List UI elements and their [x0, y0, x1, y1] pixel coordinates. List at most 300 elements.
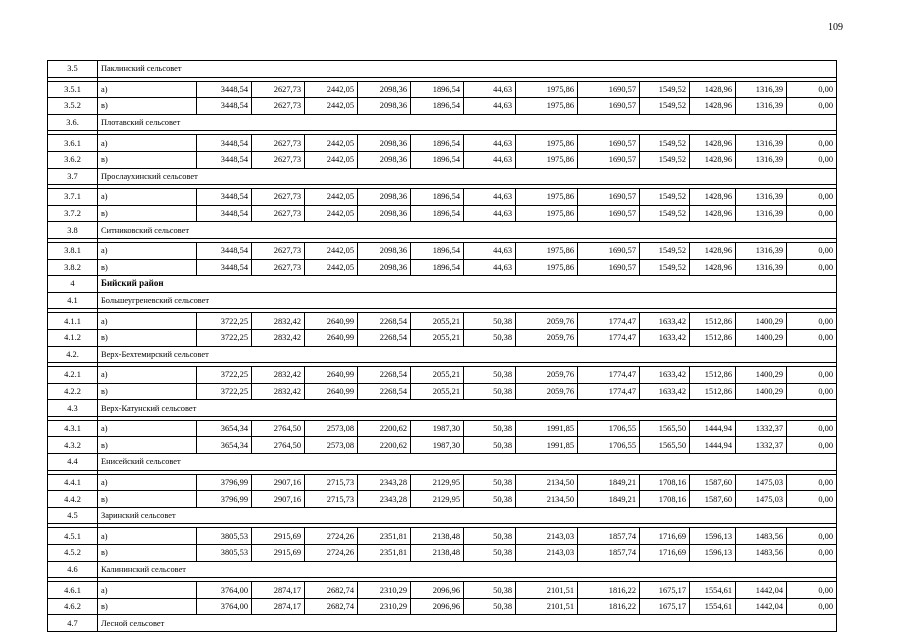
value-cell: 1483,56	[736, 545, 787, 562]
value-cell: 2573,08	[305, 420, 358, 437]
section-row	[48, 507, 837, 524]
row-code: 4.2.1	[48, 367, 98, 384]
value-cell: 0,00	[787, 189, 837, 206]
row-code: 4.4.2	[48, 491, 98, 508]
value-cell: 1849,21	[578, 491, 640, 508]
row-label: в)	[98, 437, 197, 454]
section-row	[48, 346, 837, 363]
value-cell: 2200,62	[358, 437, 411, 454]
value-cell: 1332,37	[736, 420, 787, 437]
value-cell: 1587,60	[690, 474, 736, 491]
value-cell: 44,63	[464, 189, 516, 206]
row-code: 4.3	[48, 400, 98, 417]
row-code: 3.8	[48, 222, 98, 239]
value-cell: 1316,39	[736, 135, 787, 152]
value-cell: 1549,52	[640, 205, 690, 222]
value-cell: 1316,39	[736, 81, 787, 98]
value-cell: 2640,99	[305, 383, 358, 400]
value-cell: 1975,86	[516, 81, 578, 98]
value-cell: 2724,26	[305, 528, 358, 545]
value-cell: 0,00	[787, 259, 837, 276]
row-code: 3.7.2	[48, 205, 98, 222]
value-cell: 1444,94	[690, 437, 736, 454]
value-cell: 2138,48	[411, 528, 464, 545]
value-cell: 0,00	[787, 242, 837, 259]
table-row	[48, 189, 837, 206]
value-cell: 2832,42	[252, 367, 305, 384]
value-cell: 0,00	[787, 313, 837, 330]
section-row	[48, 292, 837, 309]
value-cell: 2268,54	[358, 383, 411, 400]
value-cell: 2059,76	[516, 313, 578, 330]
value-cell: 2351,81	[358, 528, 411, 545]
value-cell: 0,00	[787, 582, 837, 599]
value-cell: 2129,95	[411, 474, 464, 491]
value-cell: 1706,55	[578, 420, 640, 437]
section-title: Большеугреневский сельсовет	[98, 292, 837, 309]
value-cell: 1690,57	[578, 242, 640, 259]
value-cell: 1428,96	[690, 151, 736, 168]
value-cell: 3448,54	[197, 98, 252, 115]
value-cell: 0,00	[787, 545, 837, 562]
value-cell: 1633,42	[640, 313, 690, 330]
section-row	[48, 61, 837, 78]
value-cell: 1975,86	[516, 98, 578, 115]
value-cell: 1708,16	[640, 491, 690, 508]
row-label: а)	[98, 528, 197, 545]
section-row	[48, 222, 837, 239]
row-code: 4.3.1	[48, 420, 98, 437]
row-label: а)	[98, 189, 197, 206]
value-cell: 3722,25	[197, 329, 252, 346]
value-cell: 1428,96	[690, 81, 736, 98]
value-cell: 2059,76	[516, 383, 578, 400]
value-cell: 1690,57	[578, 151, 640, 168]
value-cell: 2098,36	[358, 135, 411, 152]
section-title: Верх-Бехтемирский сельсовет	[98, 346, 837, 363]
value-cell: 1332,37	[736, 437, 787, 454]
value-cell: 2832,42	[252, 329, 305, 346]
value-cell: 1483,56	[736, 528, 787, 545]
value-cell: 2640,99	[305, 367, 358, 384]
row-code: 4.2.	[48, 346, 98, 363]
value-cell: 2573,08	[305, 437, 358, 454]
table-row	[48, 367, 837, 384]
row-code: 3.7	[48, 168, 98, 185]
value-cell: 0,00	[787, 367, 837, 384]
value-cell: 1316,39	[736, 151, 787, 168]
value-cell: 1716,69	[640, 545, 690, 562]
row-code: 3.5.1	[48, 81, 98, 98]
table-row	[48, 135, 837, 152]
value-cell: 1316,39	[736, 189, 787, 206]
table-row	[48, 420, 837, 437]
value-cell: 0,00	[787, 528, 837, 545]
value-cell: 1596,13	[690, 528, 736, 545]
value-cell: 2907,16	[252, 491, 305, 508]
section-row	[48, 168, 837, 185]
value-cell: 50,38	[464, 313, 516, 330]
row-code: 4.7	[48, 615, 98, 632]
value-cell: 1316,39	[736, 242, 787, 259]
value-cell: 2268,54	[358, 313, 411, 330]
value-cell: 1675,17	[640, 598, 690, 615]
value-cell: 50,38	[464, 474, 516, 491]
value-cell: 1549,52	[640, 259, 690, 276]
value-cell: 1400,29	[736, 313, 787, 330]
section-title: Енисейский сельсовет	[98, 454, 837, 471]
value-cell: 3796,99	[197, 491, 252, 508]
value-cell: 1549,52	[640, 98, 690, 115]
value-cell: 1975,86	[516, 242, 578, 259]
row-label: а)	[98, 367, 197, 384]
value-cell: 2098,36	[358, 98, 411, 115]
value-cell: 2874,17	[252, 582, 305, 599]
section-title: Паклинский сельсовет	[98, 61, 837, 78]
value-cell: 2682,74	[305, 582, 358, 599]
section-title: Ситниковский сельсовет	[98, 222, 837, 239]
row-label: в)	[98, 329, 197, 346]
table-row	[48, 437, 837, 454]
value-cell: 44,63	[464, 81, 516, 98]
value-cell: 1442,04	[736, 598, 787, 615]
row-code: 4.5.1	[48, 528, 98, 545]
value-cell: 1475,03	[736, 491, 787, 508]
value-cell: 1896,54	[411, 135, 464, 152]
value-cell: 44,63	[464, 205, 516, 222]
value-cell: 2907,16	[252, 474, 305, 491]
value-cell: 2627,73	[252, 259, 305, 276]
section-row	[48, 114, 837, 131]
table-row	[48, 598, 837, 615]
row-code: 3.5.2	[48, 98, 98, 115]
value-cell: 1987,30	[411, 437, 464, 454]
row-label: в)	[98, 545, 197, 562]
value-cell: 2055,21	[411, 313, 464, 330]
value-cell: 0,00	[787, 81, 837, 98]
row-label: а)	[98, 81, 197, 98]
value-cell: 1896,54	[411, 242, 464, 259]
table-row	[48, 528, 837, 545]
row-code: 3.8.2	[48, 259, 98, 276]
value-cell: 2627,73	[252, 98, 305, 115]
value-cell: 1975,86	[516, 205, 578, 222]
value-cell: 1991,85	[516, 420, 578, 437]
value-cell: 2442,05	[305, 81, 358, 98]
value-cell: 1549,52	[640, 189, 690, 206]
value-cell: 2442,05	[305, 189, 358, 206]
value-cell: 3805,53	[197, 528, 252, 545]
value-cell: 1400,29	[736, 383, 787, 400]
value-cell: 1316,39	[736, 259, 787, 276]
row-code: 3.6.2	[48, 151, 98, 168]
value-cell: 1512,86	[690, 383, 736, 400]
value-cell: 1444,94	[690, 420, 736, 437]
row-label: а)	[98, 242, 197, 259]
value-cell: 1633,42	[640, 367, 690, 384]
value-cell: 2627,73	[252, 81, 305, 98]
value-cell: 3764,00	[197, 598, 252, 615]
value-cell: 3448,54	[197, 151, 252, 168]
value-cell: 44,63	[464, 259, 516, 276]
table-row	[48, 329, 837, 346]
value-cell: 3722,25	[197, 367, 252, 384]
table-row	[48, 474, 837, 491]
value-cell: 1428,96	[690, 189, 736, 206]
value-cell: 1690,57	[578, 98, 640, 115]
value-cell: 2874,17	[252, 598, 305, 615]
value-cell: 3805,53	[197, 545, 252, 562]
row-label: в)	[98, 383, 197, 400]
value-cell: 2682,74	[305, 598, 358, 615]
value-cell: 1896,54	[411, 259, 464, 276]
value-cell: 2715,73	[305, 491, 358, 508]
row-label: в)	[98, 151, 197, 168]
table-row	[48, 242, 837, 259]
table-row	[48, 582, 837, 599]
value-cell: 50,38	[464, 383, 516, 400]
value-cell: 50,38	[464, 582, 516, 599]
value-cell: 3722,25	[197, 383, 252, 400]
value-cell: 2268,54	[358, 329, 411, 346]
value-cell: 1706,55	[578, 437, 640, 454]
value-cell: 1975,86	[516, 259, 578, 276]
value-cell: 1896,54	[411, 189, 464, 206]
value-cell: 1512,86	[690, 367, 736, 384]
value-cell: 44,63	[464, 135, 516, 152]
value-cell: 1896,54	[411, 151, 464, 168]
value-cell: 2442,05	[305, 259, 358, 276]
value-cell: 3448,54	[197, 189, 252, 206]
row-code: 4.1	[48, 292, 98, 309]
value-cell: 50,38	[464, 367, 516, 384]
value-cell: 1774,47	[578, 383, 640, 400]
table-row	[48, 259, 837, 276]
value-cell: 2724,26	[305, 545, 358, 562]
section-row	[48, 615, 837, 632]
value-cell: 2715,73	[305, 474, 358, 491]
value-cell: 1690,57	[578, 205, 640, 222]
row-code: 4.4.1	[48, 474, 98, 491]
table-row	[48, 545, 837, 562]
value-cell: 2055,21	[411, 329, 464, 346]
value-cell: 1549,52	[640, 242, 690, 259]
value-cell: 2442,05	[305, 98, 358, 115]
value-cell: 0,00	[787, 383, 837, 400]
row-code: 4	[48, 276, 98, 293]
page-number: 109	[828, 22, 843, 33]
value-cell: 1975,86	[516, 135, 578, 152]
value-cell: 2138,48	[411, 545, 464, 562]
value-cell: 1633,42	[640, 329, 690, 346]
value-cell: 1428,96	[690, 98, 736, 115]
value-cell: 2442,05	[305, 135, 358, 152]
value-cell: 2915,69	[252, 545, 305, 562]
value-cell: 2096,96	[411, 582, 464, 599]
value-cell: 1716,69	[640, 528, 690, 545]
value-cell: 2143,03	[516, 528, 578, 545]
section-title: Бийский район	[98, 276, 837, 293]
value-cell: 1428,96	[690, 135, 736, 152]
value-cell: 1774,47	[578, 313, 640, 330]
value-cell: 1675,17	[640, 582, 690, 599]
row-label: в)	[98, 98, 197, 115]
value-cell: 2101,51	[516, 582, 578, 599]
row-code: 4.4	[48, 454, 98, 471]
value-cell: 1428,96	[690, 242, 736, 259]
value-cell: 1633,42	[640, 383, 690, 400]
row-label: а)	[98, 135, 197, 152]
section-title: Калининский сельсовет	[98, 561, 837, 578]
row-label: а)	[98, 474, 197, 491]
value-cell: 1512,86	[690, 313, 736, 330]
value-cell: 0,00	[787, 205, 837, 222]
table-row	[48, 151, 837, 168]
value-cell: 1587,60	[690, 491, 736, 508]
value-cell: 2442,05	[305, 205, 358, 222]
value-cell: 2055,21	[411, 383, 464, 400]
value-cell: 1690,57	[578, 259, 640, 276]
value-cell: 2055,21	[411, 367, 464, 384]
value-cell: 3448,54	[197, 242, 252, 259]
table-row	[48, 491, 837, 508]
tariff-table	[47, 60, 837, 632]
value-cell: 1975,86	[516, 189, 578, 206]
value-cell: 2343,28	[358, 474, 411, 491]
value-cell: 2832,42	[252, 313, 305, 330]
value-cell: 1554,61	[690, 582, 736, 599]
table-row	[48, 313, 837, 330]
value-cell: 1400,29	[736, 329, 787, 346]
value-cell: 2200,62	[358, 420, 411, 437]
value-cell: 1596,13	[690, 545, 736, 562]
value-cell: 3448,54	[197, 135, 252, 152]
value-cell: 0,00	[787, 491, 837, 508]
value-cell: 2442,05	[305, 242, 358, 259]
row-code: 4.6.2	[48, 598, 98, 615]
row-label: в)	[98, 598, 197, 615]
value-cell: 2059,76	[516, 367, 578, 384]
value-cell: 2640,99	[305, 329, 358, 346]
value-cell: 2098,36	[358, 259, 411, 276]
value-cell: 44,63	[464, 242, 516, 259]
value-cell: 50,38	[464, 598, 516, 615]
value-cell: 2134,50	[516, 474, 578, 491]
section-title: Прослаухинский сельсовет	[98, 168, 837, 185]
row-label: а)	[98, 420, 197, 437]
value-cell: 1849,21	[578, 474, 640, 491]
value-cell: 2627,73	[252, 135, 305, 152]
row-code: 4.6.1	[48, 582, 98, 599]
row-code: 4.3.2	[48, 437, 98, 454]
value-cell: 3654,34	[197, 437, 252, 454]
value-cell: 2268,54	[358, 367, 411, 384]
value-cell: 2764,50	[252, 437, 305, 454]
value-cell: 1896,54	[411, 81, 464, 98]
row-code: 4.6	[48, 561, 98, 578]
section-row	[48, 561, 837, 578]
value-cell: 0,00	[787, 474, 837, 491]
value-cell: 2129,95	[411, 491, 464, 508]
table-row	[48, 205, 837, 222]
value-cell: 1428,96	[690, 259, 736, 276]
value-cell: 1816,22	[578, 582, 640, 599]
value-cell: 1316,39	[736, 205, 787, 222]
value-cell: 0,00	[787, 135, 837, 152]
value-cell: 2134,50	[516, 491, 578, 508]
table-row	[48, 81, 837, 98]
value-cell: 1774,47	[578, 367, 640, 384]
value-cell: 2351,81	[358, 545, 411, 562]
value-cell: 1400,29	[736, 367, 787, 384]
table-row	[48, 383, 837, 400]
value-cell: 1442,04	[736, 582, 787, 599]
value-cell: 1549,52	[640, 81, 690, 98]
value-cell: 50,38	[464, 491, 516, 508]
value-cell: 1549,52	[640, 135, 690, 152]
value-cell: 1565,50	[640, 420, 690, 437]
row-code: 4.1.1	[48, 313, 98, 330]
section-title: Лесной сельсовет	[98, 615, 837, 632]
value-cell: 1565,50	[640, 437, 690, 454]
section-row	[48, 454, 837, 471]
value-cell: 3448,54	[197, 81, 252, 98]
value-cell: 0,00	[787, 598, 837, 615]
value-cell: 2143,03	[516, 545, 578, 562]
value-cell: 44,63	[464, 151, 516, 168]
value-cell: 50,38	[464, 420, 516, 437]
value-cell: 1987,30	[411, 420, 464, 437]
value-cell: 1708,16	[640, 474, 690, 491]
value-cell: 2627,73	[252, 242, 305, 259]
value-cell: 1857,74	[578, 528, 640, 545]
value-cell: 2101,51	[516, 598, 578, 615]
value-cell: 1428,96	[690, 205, 736, 222]
value-cell: 1316,39	[736, 98, 787, 115]
value-cell: 2098,36	[358, 242, 411, 259]
value-cell: 2764,50	[252, 420, 305, 437]
section-title: Верх-Катунский сельсовет	[98, 400, 837, 417]
value-cell: 1896,54	[411, 205, 464, 222]
value-cell: 2442,05	[305, 151, 358, 168]
value-cell: 0,00	[787, 98, 837, 115]
value-cell: 2343,28	[358, 491, 411, 508]
value-cell: 1991,85	[516, 437, 578, 454]
value-cell: 1690,57	[578, 189, 640, 206]
value-cell: 50,38	[464, 528, 516, 545]
row-code: 3.6.1	[48, 135, 98, 152]
row-code: 3.7.1	[48, 189, 98, 206]
value-cell: 2627,73	[252, 151, 305, 168]
value-cell: 0,00	[787, 151, 837, 168]
value-cell: 1690,57	[578, 81, 640, 98]
value-cell: 1896,54	[411, 98, 464, 115]
row-label: в)	[98, 205, 197, 222]
value-cell: 2059,76	[516, 329, 578, 346]
row-code: 4.5.2	[48, 545, 98, 562]
value-cell: 2098,36	[358, 81, 411, 98]
value-cell: 3448,54	[197, 205, 252, 222]
value-cell: 2627,73	[252, 205, 305, 222]
row-code: 3.6.	[48, 114, 98, 131]
row-code: 3.5	[48, 61, 98, 78]
value-cell: 50,38	[464, 545, 516, 562]
row-code: 4.2.2	[48, 383, 98, 400]
value-cell: 0,00	[787, 437, 837, 454]
value-cell: 2832,42	[252, 383, 305, 400]
value-cell: 3448,54	[197, 259, 252, 276]
value-cell: 2627,73	[252, 189, 305, 206]
